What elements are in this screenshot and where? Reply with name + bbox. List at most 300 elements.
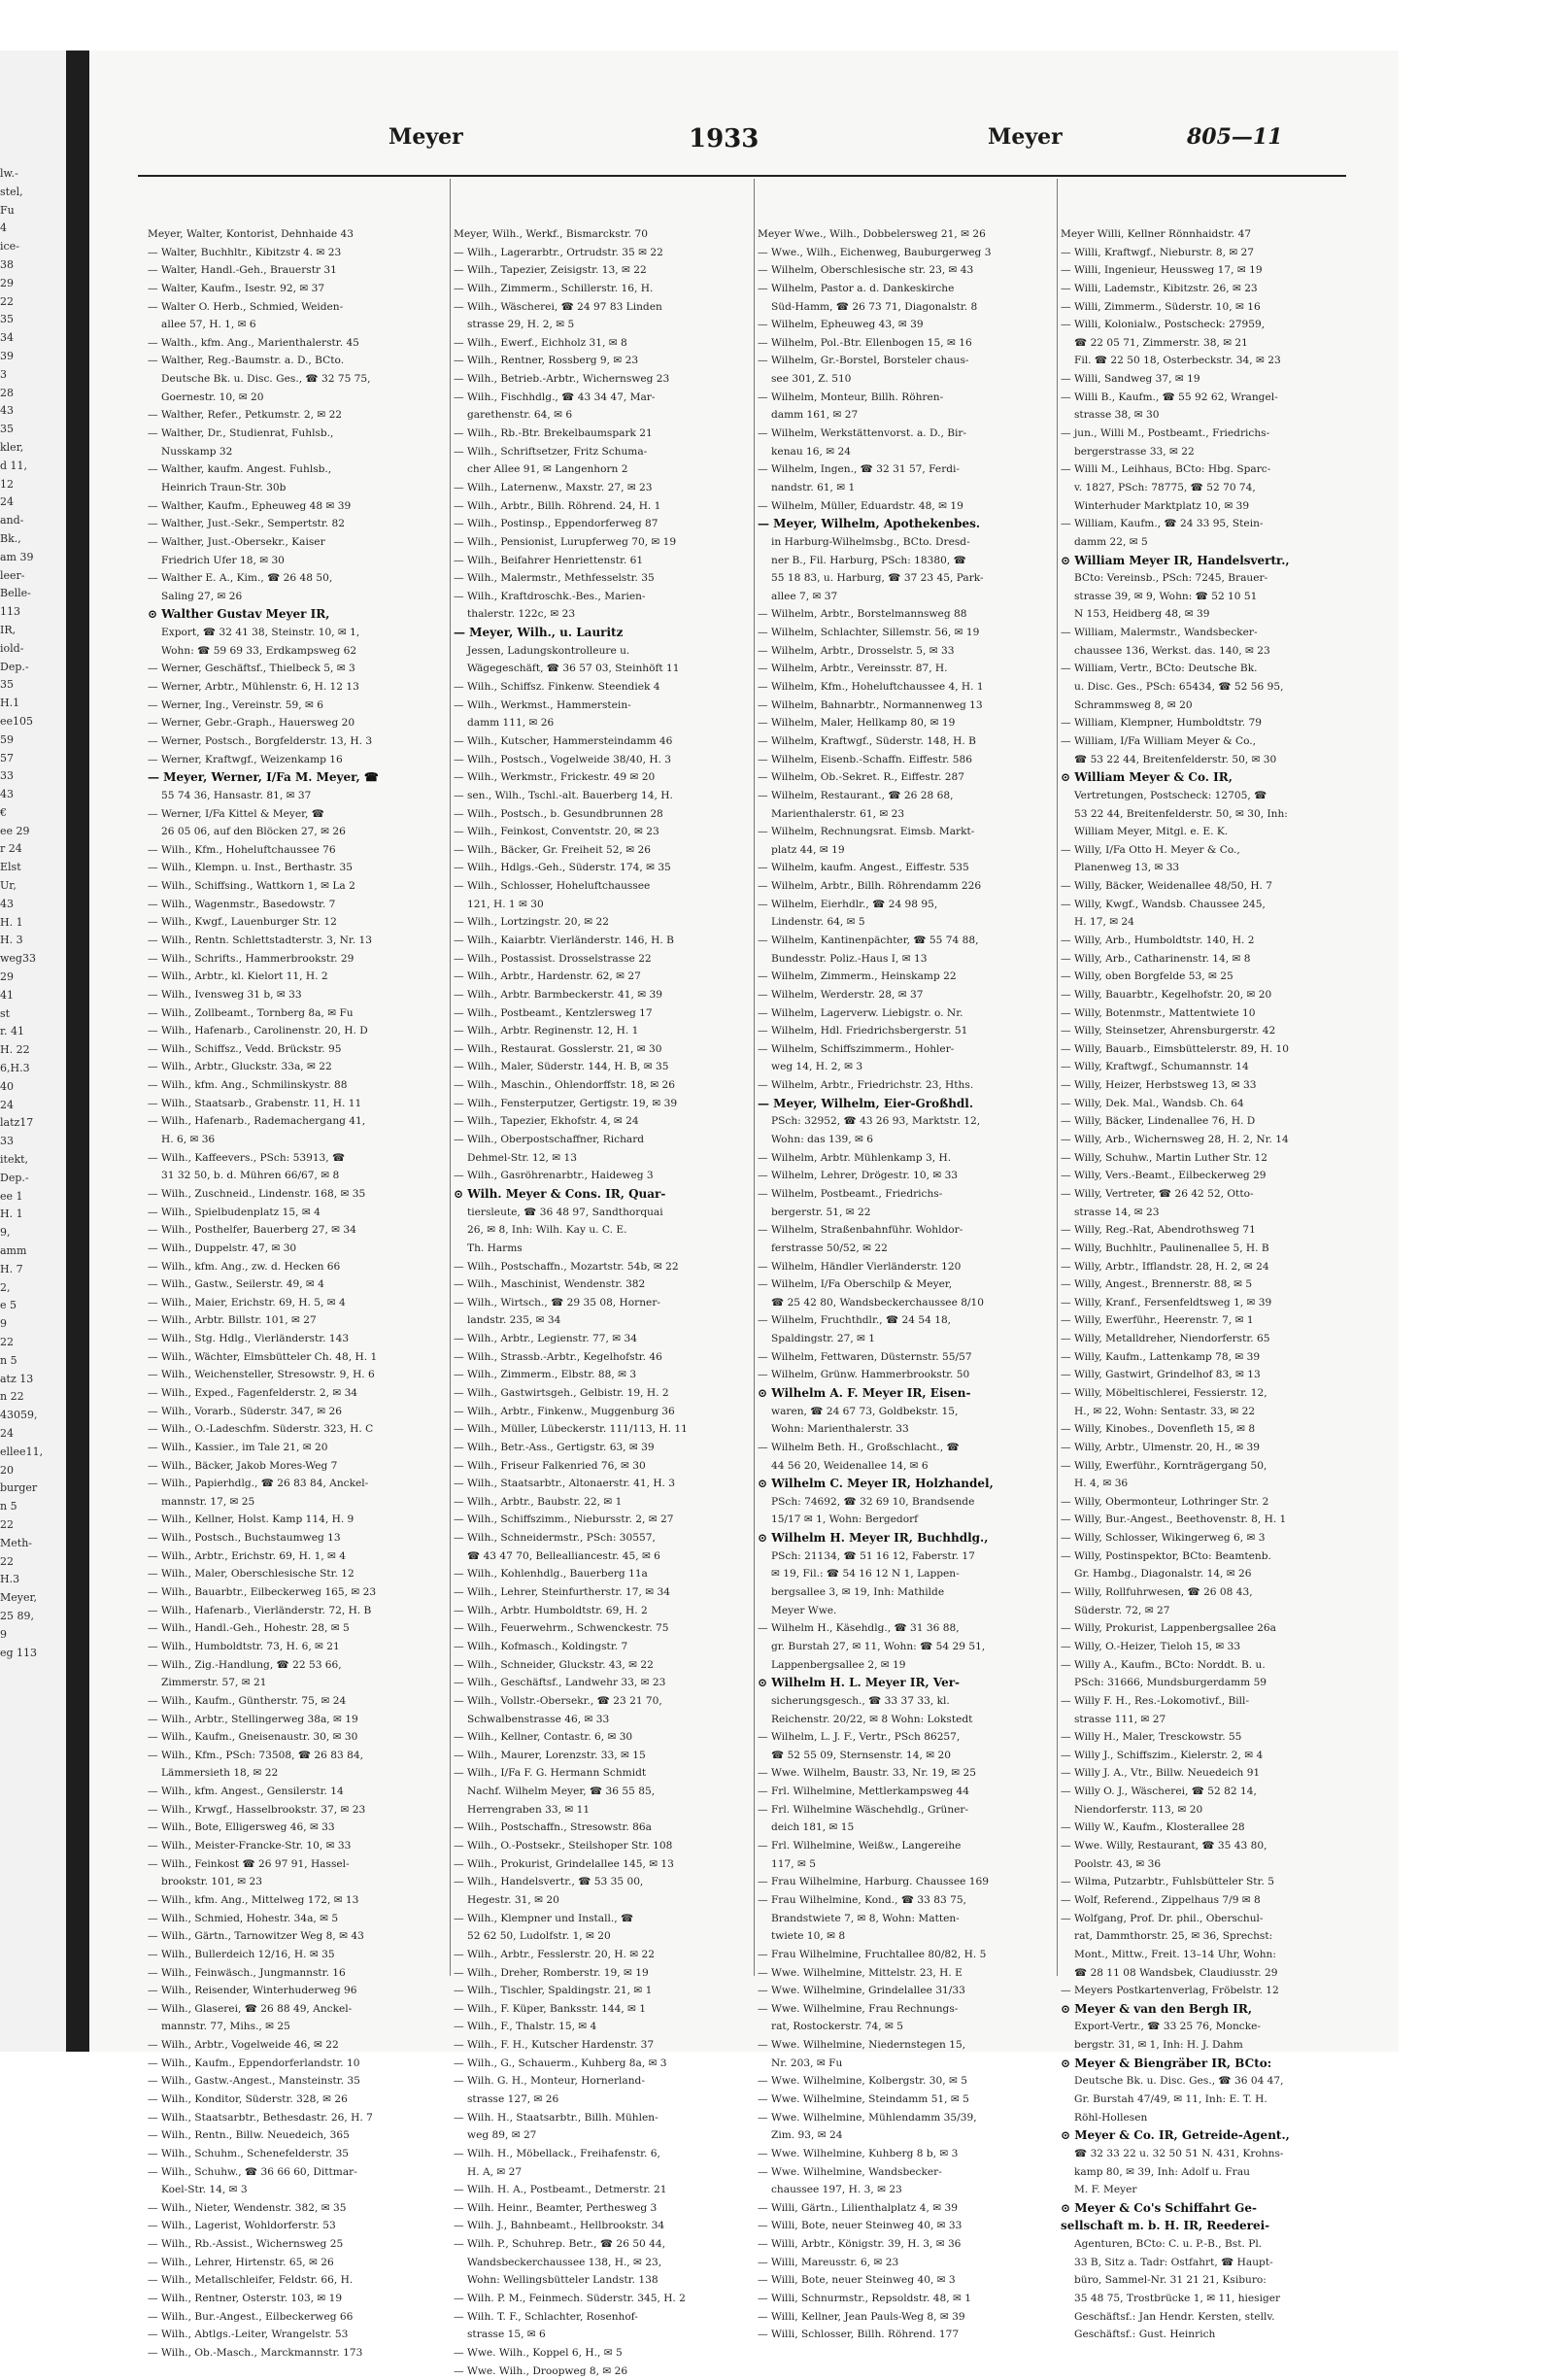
directory-entry: — Wilh., Gastwirtsgeh., Gelbistr. 19, H. 2	[454, 1387, 669, 1399]
previous-page-fragment: 43059,	[0, 1409, 38, 1422]
previous-page-fragment: 4	[0, 221, 7, 235]
directory-entry: — Wilhelm, Kraftwgf., Süderstr. 148, H. B	[758, 734, 976, 747]
previous-page-fragment: Dep.-	[0, 1171, 29, 1184]
previous-page-fragment: d 11,	[0, 459, 28, 472]
directory-entry: Wandsbeckerchaussee 138, H., ✉ 23,	[467, 2256, 662, 2268]
directory-entry: 55 18 83, u. Harburg, ☎ 37 23 45, Park-	[771, 572, 984, 585]
directory-entry: — Wilh., Lortzingstr. 20, ✉ 22	[454, 916, 609, 929]
previous-page-fragment: ellee11,	[0, 1445, 44, 1458]
directory-entry: — Wilh., Gastw.-Angest., Mansteinstr. 35	[148, 2075, 360, 2088]
directory-entry: — Wilh., Postinsp., Eppendorferweg 87	[454, 518, 659, 530]
directory-entry: deich 181, ✉ 15	[771, 1821, 855, 1834]
directory-entry: — Wilh., Schmied, Hohestr. 34a, ✉ 5	[148, 1912, 339, 1924]
directory-entry: — Wilh., Kaufm., Güntherstr. 75, ✉ 24	[148, 1694, 347, 1707]
directory-entry: — Wilh., Schneider, Gluckstr. 43, ✉ 22	[454, 1658, 654, 1671]
directory-entry: — Wilh., Exped., Fagenfelderstr. 2, ✉ 34	[148, 1387, 358, 1399]
directory-entry: — Wilhelm, Hdl. Friedrichsbergerstr. 51	[758, 1025, 968, 1037]
directory-entry: Agenturen, BCto: C. u. P.-B., Bst. Pl.	[1074, 2238, 1263, 2251]
previous-page-fragment: 9	[0, 1317, 7, 1331]
directory-entry: Gr. Burstah 47/49, ✉ 11, Inh: E. T. H.	[1074, 2092, 1267, 2105]
directory-entry: — Wilh., Kofmasch., Koldingstr. 7	[454, 1640, 628, 1652]
previous-page-fragment: 43	[0, 897, 14, 910]
directory-entry: N 153, Heidberg 48, ✉ 39	[1074, 608, 1210, 621]
directory-entry: — Willy, Bur.-Angest., Beethovenstr. 8, H. 1	[1061, 1513, 1287, 1526]
header-page-number: 805—11	[1187, 124, 1283, 150]
directory-entry: — Wilh., Arbtr., Legienstr. 77, ✉ 34	[454, 1333, 637, 1345]
directory-entry: — Wilh., Schiffsz. Finkenw. Steendiek 4	[454, 681, 660, 694]
previous-page-fragment: 3	[0, 367, 7, 381]
previous-page-fragment: 41	[0, 988, 14, 1002]
directory-entry: — Willy, O.-Heizer, Tieloh 15, ✉ 33	[1061, 1640, 1241, 1652]
directory-entry: — Wilh., Ewerf., Eichholz 31, ✉ 8	[454, 336, 627, 349]
directory-entry: — Willy H., Maler, Tresckowstr. 55	[1061, 1731, 1242, 1744]
directory-entry: Geschäftsf.: Jan Hendr. Kersten, stellv.	[1074, 2310, 1275, 2323]
directory-entry: — Wilh., Humboldtstr. 73, H. 6, ✉ 21	[148, 1640, 340, 1652]
firm-entry: ⊙ Meyer & Biengräber IR, BCto:	[1061, 2056, 1272, 2070]
directory-entry: — Wilh., Arbtr., Gluckstr. 33a, ✉ 22	[148, 1061, 332, 1073]
directory-entry: — Wilh., Gastw., Seilerstr. 49, ✉ 4	[148, 1278, 324, 1291]
directory-entry: Poolstr. 43, ✉ 36	[1074, 1857, 1162, 1870]
directory-entry: — Wilh., Kwgf., Lauenburger Str. 12	[148, 916, 337, 929]
directory-entry: — Wilh., Zollbeamt., Tornberg 8a, ✉ Fu	[148, 1006, 354, 1019]
directory-entry: — Wilh., Staatsarb., Grabenstr. 11, H. 11	[148, 1097, 362, 1109]
directory-entry: — Willi, Kellner, Jean Pauls-Weg 8, ✉ 39	[758, 2310, 965, 2323]
directory-entry: ✉ 19, Fil.: ☎ 54 16 12 N 1, Lappen-	[771, 1568, 960, 1581]
directory-entry: Nachf. Wilhelm Meyer, ☎ 36 55 85,	[467, 1785, 656, 1798]
directory-entry: — Wilhelm, Oberschlesische str. 23, ✉ 43	[758, 264, 974, 277]
directory-entry: Saling 27, ✉ 26	[161, 590, 243, 602]
previous-page-fragment: lw.-	[0, 167, 18, 180]
directory-entry: — Wilhelm, Zimmerm., Heinskamp 22	[758, 970, 957, 983]
directory-entry: brookstr. 101, ✉ 23	[161, 1876, 263, 1888]
previous-page-fragment: 34	[0, 331, 14, 345]
directory-entry: — Wilh., Prokurist, Grindelallee 145, ✉ 13	[454, 1857, 674, 1870]
directory-entry: — Wilhelm, Maler, Hellkamp 80, ✉ 19	[758, 717, 956, 730]
directory-entry: — Wilh., Staatsarbtr., Altonaerstr. 41, H. 3	[454, 1478, 676, 1490]
directory-entry: cher Allee 91, ✉ Langenhorn 2	[467, 463, 628, 476]
directory-entry: — Wilh., kfm. Angest., Gensilerstr. 14	[148, 1785, 344, 1798]
directory-entry: mannstr. 77, Mihs., ✉ 25	[161, 2021, 290, 2033]
directory-entry: Wohn: ☎ 59 69 33, Erdkampsweg 62	[161, 644, 357, 657]
directory-entry: — Willy, Arb., Wichernsweg 28, H. 2, Nr. 14	[1061, 1134, 1289, 1146]
directory-entry: — Wilh., Zimmerm., Elbstr. 88, ✉ 3	[454, 1369, 637, 1381]
directory-entry: — Willy, Reg.-Rat, Abendrothsweg 71	[1061, 1224, 1256, 1237]
directory-entry: — Wilh., Meister-Francke-Str. 10, ✉ 33	[148, 1840, 352, 1853]
directory-entry: — Willy, Kaufm., Lattenkamp 78, ✉ 39	[1061, 1350, 1261, 1363]
directory-entry: tiersleute, ☎ 36 48 97, Sandthorquai	[467, 1206, 663, 1218]
directory-entry: 117, ✉ 5	[771, 1857, 816, 1870]
directory-entry: waren, ☎ 24 67 73, Goldbekstr. 15,	[771, 1405, 959, 1417]
directory-entry: ☎ 53 22 44, Breitenfelderstr. 50, ✉ 30	[1074, 753, 1277, 765]
previous-page-fragment: 33	[0, 1135, 14, 1148]
directory-entry: — Wilh., F. H., Kutscher Hardenstr. 37	[454, 2039, 655, 2052]
directory-entry: — Willy, Gastwirt, Grindelhof 83, ✉ 13	[1061, 1369, 1261, 1381]
directory-entry: — Willy W., Kaufm., Klosterallee 28	[1061, 1821, 1245, 1834]
directory-entry: — Wilh., Postschaffn., Mozartstr. 54b, ✉ 22	[454, 1260, 679, 1273]
directory-entry: — Wilh., Hafenarb., Rademachergang 41,	[148, 1115, 366, 1128]
directory-entry: — Wilh., Malermstr., Methfesselstr. 35	[454, 572, 655, 585]
previous-page-fragment: 35	[0, 423, 14, 436]
directory-entry: — Willy, Bauarbtr., Kegelhofstr. 20, ✉ 20	[1061, 988, 1272, 1001]
directory-entry: 55 74 36, Hansastr. 81, ✉ 37	[161, 789, 312, 801]
previous-page-fragment: 28	[0, 386, 14, 399]
previous-page-fragment: 33	[0, 769, 14, 783]
directory-entry: 35 48 75, Trostbrücke 1, ✉ 11, hiesiger	[1074, 2293, 1281, 2305]
firm-entry: — Meyer, Wilhelm, Eier-Großhdl.	[758, 1096, 974, 1110]
directory-entry: — Wilh., Stg. Hdlg., Vierländerstr. 143	[148, 1333, 350, 1345]
directory-entry: — Wilh., O.-Ladeschfm. Süderstr. 323, H. C	[148, 1423, 374, 1436]
directory-entry: strasse 14, ✉ 23	[1074, 1206, 1160, 1218]
previous-page-fragment: Meyer,	[0, 1591, 38, 1605]
directory-entry: — Frau Wilhelmine, Harburg. Chaussee 169	[758, 1876, 989, 1888]
directory-entry: — Wilh., Vollstr.-Obersekr., ☎ 23 21 70,	[454, 1694, 662, 1707]
previous-page-fragment: n 5	[0, 1353, 17, 1367]
directory-entry: büro, Sammel-Nr. 31 21 21, Ksiburo:	[1074, 2274, 1267, 2287]
previous-page-fragment: 38	[0, 257, 14, 271]
directory-entry: — Willy, Schuhw., Martin Luther Str. 12	[1061, 1151, 1268, 1164]
directory-entry: — Willy, Rollfuhrwesen, ☎ 26 08 43,	[1061, 1586, 1253, 1599]
directory-entry: — Frau Wilhelmine, Kond., ☎ 33 83 75,	[758, 1893, 966, 1906]
directory-entry: Jessen, Ladungskontrolleure u.	[467, 644, 630, 657]
directory-entry: Meyer Willi, Kellner Rönnhaidstr. 47	[1061, 228, 1252, 240]
directory-entry: gr. Burstah 27, ✉ 11, Wohn: ☎ 54 29 51,	[771, 1640, 986, 1652]
previous-page-fragment: iold-	[0, 641, 24, 655]
directory-entry: — Willy, oben Borgfelde 53, ✉ 25	[1061, 970, 1233, 983]
directory-entry: H. 6, ✉ 36	[161, 1134, 216, 1146]
directory-entry: — Willy, Metalldreher, Niendorferstr. 65	[1061, 1333, 1270, 1345]
directory-entry: — Wilh., Pensionist, Lurupferweg 70, ✉ 19	[454, 535, 677, 548]
directory-entry: — Willy, Botenmstr., Mattentwiete 10	[1061, 1006, 1256, 1019]
directory-entry: Deutsche Bk. u. Disc. Ges., ☎ 32 75 75,	[161, 373, 371, 386]
directory-entry: — sen., Wilh., Tschl.-alt. Bauerberg 14, H.	[454, 789, 673, 801]
directory-entry: — Wilh., Zuschneid., Lindenstr. 168, ✉ 35	[148, 1187, 366, 1200]
directory-entry: — Willy, Kraftwgf., Schumannstr. 14	[1061, 1061, 1249, 1073]
directory-entry: — Wilh., Arbtr. Humboldtstr. 69, H. 2	[454, 1604, 648, 1616]
directory-entry: — Wilhelm, Arbtr., Drosselstr. 5, ✉ 33	[758, 644, 955, 657]
previous-page-fragment: atz 13	[0, 1372, 34, 1385]
directory-entry: — Wilh., Bauarbtr., Eilbeckerweg 165, ✉ 23	[148, 1586, 377, 1599]
directory-entry: — Wilhelm, Schlachter, Sillemstr. 56, ✉ 19	[758, 627, 980, 639]
directory-entry: — Wilh., Zimmerm., Schillerstr. 16, H.	[454, 282, 654, 294]
directory-entry: Meyer Wwe., Wilh., Dobbelersweg 21, ✉ 26	[758, 228, 986, 240]
previous-page-fragment: 22	[0, 1554, 14, 1568]
previous-page-text	[0, 165, 68, 1662]
directory-entry: — Wilh., Arbtr., Finkenw., Muggenburg 36	[454, 1405, 675, 1417]
directory-entry: — Wilh., Metallschleifer, Feldstr. 66, H.	[148, 2274, 354, 2287]
directory-entry: — Wilh., Lehrer, Steinfurtherstr. 17, ✉ 34	[454, 1586, 670, 1599]
directory-entry: — Wilh., Rb.-Assist., Wichernsweg 25	[148, 2238, 344, 2251]
directory-entry: — Wilh., Arbtr., Billh. Röhrend. 24, H. 1	[454, 499, 661, 512]
directory-entry: — Willy, Schlosser, Wikingerweg 6, ✉ 3	[1061, 1532, 1266, 1545]
directory-entry: — Wilhelm, Ob.-Sekret. R., Eiffestr. 287	[758, 771, 964, 784]
directory-entry: mannstr. 17, ✉ 25	[161, 1495, 255, 1508]
directory-entry: — Wilh., Arbtr., Fesslerstr. 20, H. ✉ 22	[454, 1948, 655, 1960]
directory-entry: — Wwe. Wilh., Koppel 6, H., ✉ 5	[454, 2346, 623, 2359]
directory-entry: — Willy F. H., Res.-Lokomotivf., Bill-	[1061, 1694, 1250, 1707]
directory-entry: — Wilh., Kaufm., Gneisenaustr. 30, ✉ 30	[148, 1731, 358, 1744]
directory-entry: garethenstr. 64, ✉ 6	[467, 409, 573, 422]
directory-entry: u. Disc. Ges., PSch: 65434, ☎ 52 56 95,	[1074, 681, 1284, 694]
directory-entry: — Wilhelm, Arbtr., Vereinsstr. 87, H.	[758, 663, 948, 675]
directory-entry: bergerstr. 51, ✉ 22	[771, 1206, 871, 1218]
directory-entry: — Wilh., F. Küper, Banksstr. 144, ✉ 1	[454, 2002, 647, 2015]
directory-entry: — Willy J., Schiffszim., Kielerstr. 2, ✉ 4	[1061, 1749, 1264, 1761]
directory-entry: Wohn: das 139, ✉ 6	[771, 1134, 873, 1146]
directory-entry: — Wilh., Maurer, Lorenzstr. 33, ✉ 15	[454, 1749, 646, 1761]
directory-entry: — Willy, Kwgf., Wandsb. Chaussee 245,	[1061, 898, 1266, 910]
directory-entry: — Wilh., Kellner, Holst. Kamp 114, H. 9	[148, 1513, 355, 1526]
firm-entry: ⊙ William Meyer IR, Handelsvertr.,	[1061, 553, 1290, 567]
directory-entry: — Wilh., Feinkost ☎ 26 97 91, Hassel-	[148, 1857, 350, 1870]
directory-entry: — Willy, Bäcker, Weidenallee 48/50, H. 7	[1061, 880, 1273, 893]
directory-entry: — Wilh. Heinr., Beamter, Perthesweg 3	[454, 2201, 658, 2214]
directory-entry: — Wilh., Postsch., Vogelweide 38/40, H. 3	[454, 753, 672, 765]
directory-entry: — Wwe. Wilhelm, Baustr. 33, Nr. 19, ✉ 25	[758, 1767, 976, 1780]
directory-entry: — Werner, I/Fa Kittel & Meyer, ☎	[148, 807, 324, 820]
directory-entry: — Wilh., Handl.-Geh., Hohestr. 28, ✉ 5	[148, 1622, 350, 1635]
firm-entry: ⊙ Wilhelm H. L. Meyer IR, Ver-	[758, 1676, 961, 1690]
directory-entry: — Wilh., kfm. Ang., Mittelweg 172, ✉ 13	[148, 1893, 359, 1906]
previous-page-fragment: H. 1	[0, 915, 23, 929]
directory-entry: — Walther E. A., Kim., ☎ 26 48 50,	[148, 572, 333, 585]
directory-entry: — Wilh., Bote, Elligersweg 46, ✉ 33	[148, 1821, 335, 1834]
directory-entry: — Wilhelm, Pol.-Btr. Ellenbogen 15, ✉ 16	[758, 336, 972, 349]
previous-page-fragment: H.1	[0, 697, 20, 710]
directory-entry: — Wilh., Wagenmstr., Basedowstr. 7	[148, 898, 336, 910]
directory-entry: — Willy, Möbeltischlerei, Fessierstr. 12,	[1061, 1387, 1267, 1399]
directory-entry: PSch: 74692, ☎ 32 69 10, Brandsende	[771, 1495, 975, 1508]
directory-entry: — Wwe. Wilhelmine, Steindamm 51, ✉ 5	[758, 2092, 969, 2105]
directory-entry: strasse 127, ✉ 26	[467, 2092, 559, 2105]
directory-entry: — Wilhelm, Bahnarbtr., Normannenweg 13	[758, 698, 983, 711]
directory-entry: — Wilh., Postbeamt., Kentzlersweg 17	[454, 1006, 653, 1019]
directory-entry: — William, Vertr., BCto: Deutsche Bk.	[1061, 663, 1258, 675]
header-year: 1933	[689, 124, 760, 153]
directory-entry: — Willy, Arbtr., Ifflandstr. 28, H. 2, ✉ 24	[1061, 1260, 1269, 1273]
directory-entry: — Wilh., Kaufm., Eppendorferlandstr. 10	[148, 2057, 360, 2069]
directory-entry: — Frl. Wilhelmine, Mettlerkampsweg 44	[758, 1785, 970, 1798]
directory-entry: — Wilh., Staatsarbtr., Bethesdastr. 26, H. 7	[148, 2111, 373, 2124]
directory-entry: — Willy, I/Fa Otto H. Meyer & Co.,	[1061, 843, 1240, 856]
directory-entry: — Wilh., Arbtr., Erichstr. 69, H. 1, ✉ 4	[148, 1549, 347, 1562]
previous-page-fragment: r 24	[0, 842, 22, 856]
directory-entry: Süd-Hamm, ☎ 26 73 71, Diagonalstr. 8	[771, 300, 978, 313]
directory-entry: weg 89, ✉ 27	[467, 2129, 537, 2142]
directory-entry: ☎ 32 33 22 u. 32 50 51 N. 431, Krohns-	[1074, 2147, 1284, 2159]
directory-entry: — Wilh., Kaiarbtr. Vierländerstr. 146, H. B	[454, 934, 674, 946]
previous-page-fragment: H.3	[0, 1573, 20, 1586]
directory-entry: nandstr. 61, ✉ 1	[771, 481, 856, 493]
directory-entry: M. F. Meyer	[1074, 2184, 1137, 2196]
directory-entry: — Wilh., Hdlgs.-Geh., Süderstr. 174, ✉ 35	[454, 862, 671, 874]
directory-entry: — Willi, Gärtn., Lilienthalplatz 4, ✉ 39	[758, 2201, 958, 2214]
directory-entry: — Willi, Ingenieur, Heussweg 17, ✉ 19	[1061, 264, 1263, 277]
directory-entry: — Wilh., Wirtsch., ☎ 29 35 08, Horner-	[454, 1296, 660, 1309]
previous-page-fragment: €	[0, 805, 7, 819]
directory-entry: Dehmel-Str. 12, ✉ 13	[467, 1151, 577, 1164]
directory-entry: Lämmersieth 18, ✉ 22	[161, 1767, 279, 1780]
directory-entry: — Wilhelm, Arbtr., Billh. Röhrendamm 226	[758, 880, 982, 893]
directory-entry: Friedrich Ufer 18, ✉ 30	[161, 554, 285, 566]
directory-entry: BCto: Vereinsb., PSch: 7245, Brauer-	[1074, 572, 1268, 585]
directory-entry: — Wilhelm, Gr.-Borstel, Borsteler chaus-	[758, 355, 969, 367]
directory-entry: — Wilh., Arbtr., kl. Kielort 11, H. 2	[148, 970, 328, 983]
directory-entry: — Wilhelm, L. J. F., Vertr., PSch 86257,	[758, 1731, 961, 1744]
directory-page	[89, 51, 1399, 2377]
directory-entry: — Wilh., Postsch., Buchstaumweg 13	[148, 1532, 341, 1545]
directory-entry: rat, Rostockerstr. 74, ✉ 5	[771, 2021, 904, 2033]
directory-entry: — Werner, Ing., Vereinstr. 59, ✉ 6	[148, 698, 323, 711]
directory-entry: — Wilhelm, Fettwaren, Düsternstr. 55/57	[758, 1350, 972, 1363]
directory-entry: — Wilh., Schiffsing., Wattkorn 1, ✉ La 2	[148, 880, 355, 893]
directory-entry: rat, Dammthorstr. 25, ✉ 36, Sprechst:	[1074, 1930, 1273, 1943]
directory-entry: — Wilh., Nieter, Wendenstr. 382, ✉ 35	[148, 2201, 347, 2214]
directory-entry: Zim. 93, ✉ 24	[771, 2129, 843, 2142]
directory-entry: — Wwe. Wilhelmine, Kuhberg 8 b, ✉ 3	[758, 2147, 959, 2159]
previous-page-fragment: Bk.,	[0, 531, 21, 545]
directory-entry: — Wwe. Wilhelmine, Frau Rechnungs-	[758, 2002, 959, 2015]
directory-entry: — Wilh., Klempner und Install., ☎	[454, 1912, 634, 1924]
directory-entry: — Wilh., Feuerwehrm., Schwenckestr. 75	[454, 1622, 669, 1635]
directory-entry: — Wilh., kfm. Ang., Schmilinskystr. 88	[148, 1079, 348, 1092]
firm-entry: ⊙ William Meyer & Co. IR,	[1061, 770, 1233, 785]
directory-entry: William Meyer, Mitgl. e. E. K.	[1074, 826, 1229, 838]
directory-entry: — Wilhelm Beth. H., Großschlacht., ☎	[758, 1441, 960, 1453]
directory-entry: — Wilhelm, Arbtr., Friedrichstr. 23, Hths.	[758, 1079, 974, 1092]
directory-entry: — Willi M., Leihhaus, BCto: Hbg. Sparc-	[1061, 463, 1271, 476]
directory-entry: — Werner, Gebr.-Graph., Hauersweg 20	[148, 717, 355, 730]
directory-entry: — Wilh., Tapezier, Zeisigstr. 13, ✉ 22	[454, 264, 647, 277]
previous-page-fragment: 2,	[0, 1280, 11, 1294]
directory-entry: — Willi, Lademstr., Kibitzstr. 26, ✉ 23	[1061, 282, 1258, 294]
directory-entry: — Wilh., Tapezier, Ekhofstr. 4, ✉ 24	[454, 1115, 639, 1128]
directory-entry: — Willi, Sandweg 37, ✉ 19	[1061, 373, 1200, 386]
directory-entry: Gr. Hambg., Diagonalstr. 14, ✉ 26	[1074, 1568, 1252, 1581]
directory-entry: — Wilh., O.-Postsekr., Steilshoper Str. 108	[454, 1840, 673, 1853]
directory-entry: — Wilhelm, Händler Vierländerstr. 120	[758, 1260, 962, 1273]
directory-entry: bergsallee 3, ✉ 19, Inh: Mathilde	[771, 1586, 945, 1599]
directory-entry: — Wilh., Maler, Oberschlesische Str. 12	[148, 1568, 355, 1581]
directory-entry: strasse 29, H. 2, ✉ 5	[467, 319, 575, 331]
directory-entry: — Willi, Arbtr., Königstr. 39, H. 3, ✉ 36	[758, 2238, 962, 2251]
directory-entry: — Wwe. Wilhelmine, Kolbergstr. 30, ✉ 5	[758, 2075, 967, 2088]
directory-entry: — Wilh., Rentn., Billw. Neuedeich, 365	[148, 2129, 350, 2142]
directory-entry: — Walter, Buchhltr., Kibitzstr 4. ✉ 23	[148, 246, 342, 258]
directory-entry: — Willy, Arbtr., Ulmenstr. 20, H., ✉ 39	[1061, 1441, 1260, 1453]
directory-entry: — Wilh. J., Bahnbeamt., Hellbrookstr. 34	[454, 2220, 665, 2232]
directory-entry: — Wilh., Postassist. Drosselstrasse 22	[454, 952, 652, 965]
directory-entry: — Wilh. H., Möbellack., Freihafenstr. 6,	[454, 2147, 660, 2159]
directory-entry: chaussee 197, H. 3, ✉ 23	[771, 2184, 902, 2196]
directory-entry: — Wilh., Arbtr. Barmbeckerstr. 41, ✉ 39	[454, 988, 662, 1001]
directory-entry: — Wilhelm, Werkstättenvorst. a. D., Bir-	[758, 427, 967, 440]
directory-entry: — Wilh., Arbtr., Baubstr. 22, ✉ 1	[454, 1495, 623, 1508]
directory-entry: — Wilh. T. F., Schlachter, Rosenhof-	[454, 2310, 638, 2323]
directory-entry: ☎ 43 47 70, Bellealliancestr. 45, ✉ 6	[467, 1549, 660, 1562]
firm-entry: ⊙ Meyer & van den Bergh IR,	[1061, 2001, 1253, 2016]
directory-entry: — Wilhelm H., Käsehdlg., ☎ 31 36 88,	[758, 1622, 960, 1635]
directory-entry: — Willi, Bote, neuer Steinweg 40, ✉ 3	[758, 2274, 956, 2287]
previous-page-fragment: and-	[0, 514, 24, 527]
directory-entry: — Wilh., Ob.-Masch., Marckmannstr. 173	[148, 2346, 363, 2359]
directory-entry: — Meyers Postkartenverlag, Fröbelstr. 12	[1061, 1985, 1279, 1997]
firm-entry: ⊙ Wilhelm H. Meyer IR, Buchhdlg.,	[758, 1531, 989, 1546]
directory-entry: PSch: 31666, Mundsburgerdamm 59	[1074, 1677, 1267, 1689]
previous-page-fragment: 29	[0, 276, 14, 289]
directory-entry: Marienthalerstr. 61, ✉ 23	[771, 807, 905, 820]
directory-entry: Schrammsweg 8, ✉ 20	[1074, 698, 1193, 711]
directory-entry: H., ✉ 22, Wohn: Sentastr. 33, ✉ 22	[1074, 1405, 1256, 1417]
directory-entry: Bundesstr. Poliz.-Haus I, ✉ 13	[771, 952, 928, 965]
directory-entry: — Willy, Vers.-Beamt., Eilbeckerweg 29	[1061, 1170, 1267, 1182]
directory-entry: v. 1827, PSch: 78775, ☎ 52 70 74,	[1074, 481, 1256, 493]
directory-entry: — Wilhelm, Grünw. Hammerbrookstr. 50	[758, 1369, 970, 1381]
directory-entry: — Werner, Kraftwgf., Weizenkamp 16	[148, 753, 343, 765]
previous-page-fragment: n 22	[0, 1390, 24, 1404]
previous-page-fragment: H. 1	[0, 1207, 23, 1221]
directory-entry: ☎ 22 05 71, Zimmerstr. 38, ✉ 21	[1074, 336, 1248, 349]
previous-page-fragment: ee105	[0, 714, 34, 728]
firm-entry: ⊙ Wilh. Meyer & Cons. IR, Quar-	[454, 1186, 666, 1201]
directory-entry: — William, Malermstr., Wandsbecker-	[1061, 627, 1258, 639]
directory-entry: — Wilh., Hafenarb., Carolinenstr. 20, H. D	[148, 1025, 368, 1037]
directory-entry: — Wilh., Schneidermstr., PSch: 30557,	[454, 1532, 656, 1545]
directory-entry: — Wilh., G., Schauerm., Kuhberg 8a, ✉ 3	[454, 2057, 667, 2069]
directory-entry: — Wilh., F., Thalstr. 15, ✉ 4	[454, 2021, 597, 2033]
directory-entry: — Wilh., Schrifts., Hammerbrookstr. 29	[148, 952, 355, 965]
previous-page-fragment: stel,	[0, 185, 23, 198]
directory-entry: — Wilh., Friseur Falkenried 76, ✉ 30	[454, 1459, 646, 1472]
directory-entry: Koel-Str. 14, ✉ 3	[161, 2184, 248, 2196]
previous-page-fragment: 113	[0, 605, 20, 619]
firm-entry: ⊙ Meyer & Co. IR, Getreide-Agent.,	[1061, 2128, 1290, 2143]
directory-entry: in Harburg-Wilhelmsbg., BCto. Dresd-	[771, 535, 970, 548]
previous-page-fragment: 12	[0, 477, 14, 491]
directory-entry: ☎ 52 55 09, Sternsenstr. 14, ✉ 20	[771, 1749, 951, 1761]
directory-entry: — Wilhelm, Epheuweg 43, ✉ 39	[758, 319, 924, 331]
directory-entry: sicherungsgesch., ☎ 33 37 33, kl.	[771, 1694, 950, 1707]
directory-entry: Lindenstr. 64, ✉ 5	[771, 916, 865, 929]
directory-entry: — Wilh., Bullerdeich 12/16, H. ✉ 35	[148, 1948, 335, 1960]
directory-entry: — Wilh., Lehrer, Hirtenstr. 65, ✉ 26	[148, 2256, 334, 2268]
directory-entry: — Frl. Wilhelmine, Weißw., Langereihe	[758, 1840, 962, 1853]
directory-entry: — Willy, Prokurist, Lappenbergsallee 26a	[1061, 1622, 1276, 1635]
directory-entry: — Willy, Bäcker, Lindenallee 76, H. D	[1061, 1115, 1256, 1128]
directory-entry: see 301, Z. 510	[771, 373, 852, 386]
previous-page-fragment: 29	[0, 970, 14, 984]
directory-entry: — Wilh., Bäcker, Jakob Mores-Weg 7	[148, 1459, 338, 1472]
directory-entry: — Wwe. Wilhelmine, Mittelstr. 23, H. E	[758, 1966, 963, 1979]
directory-entry: thalerstr. 122c, ✉ 23	[467, 608, 576, 621]
directory-entry: — Wilh., Rentn. Schlettstadterstr. 3, Nr. 13	[148, 934, 373, 946]
directory-entry: — Willy, Bauarb., Eimsbüttelerstr. 89, H. 10	[1061, 1042, 1290, 1055]
directory-entry: — Willy J. A., Vtr., Billw. Neuedeich 91	[1061, 1767, 1261, 1780]
directory-entry: Th. Harms	[467, 1241, 523, 1254]
previous-page-fragment: Dep.-	[0, 660, 29, 673]
directory-entry: — Wilh. P., Schuhrep. Betr., ☎ 26 50 44,	[454, 2238, 666, 2251]
directory-entry: — Wilh., Rb.-Btr. Brekelbaumspark 21	[454, 427, 653, 440]
directory-entry: — Wwe. Wilhelmine, Wandsbecker-	[758, 2165, 942, 2178]
directory-column-1	[148, 225, 447, 2363]
directory-entry: Zimmerstr. 57, ✉ 21	[161, 1677, 267, 1689]
directory-entry: — Walther, Dr., Studienrat, Fuhlsb.,	[148, 427, 334, 440]
directory-entry: — Walter O. Herb., Schmied, Weiden-	[148, 300, 344, 313]
directory-entry: — Walther, Reg.-Baumstr. a. D., BCto.	[148, 355, 345, 367]
directory-entry: Wohn: Marienthalerstr. 33	[771, 1423, 909, 1436]
directory-entry: — Wilh., Fensterputzer, Gertigstr. 19, ✉ 39	[454, 1097, 678, 1109]
directory-entry: weg 14, H. 2, ✉ 3	[771, 1061, 863, 1073]
previous-page-fragment: 24	[0, 1098, 14, 1111]
